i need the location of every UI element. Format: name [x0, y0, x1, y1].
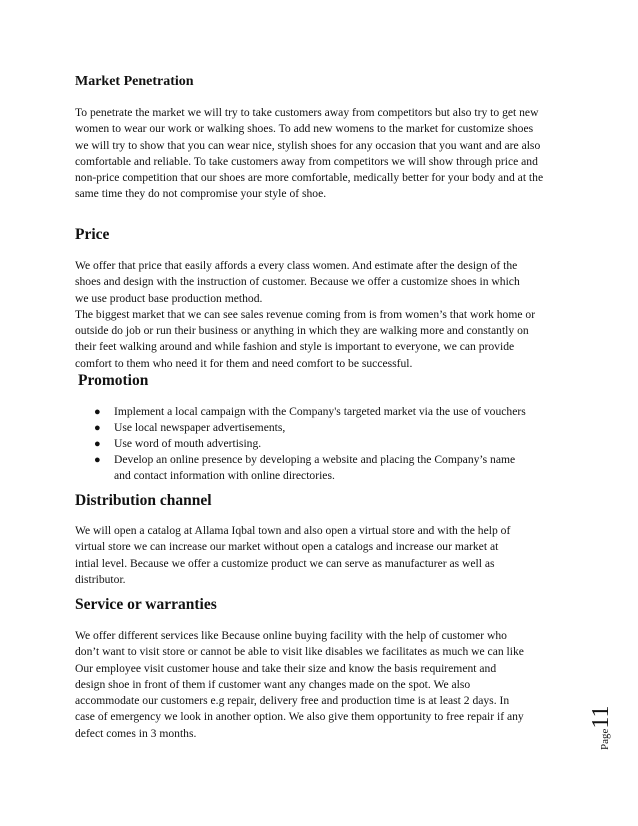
paragraph-service	[75, 628, 567, 742]
text-line: their feet walking around and while fashion and style is important to everyone, we can provide	[75, 340, 515, 354]
bullet-icon: ●	[94, 422, 101, 434]
paragraph-distribution	[75, 523, 567, 588]
text-line: non-price competition that our shoes are more comfortable, medically better for your body and at the	[75, 171, 544, 185]
heading-promotion: Promotion	[78, 372, 149, 389]
text-line: design shoe in front of them if customer want any changes made on the spot. We also	[75, 677, 471, 691]
text-line: case of emergency we look in another option. We also give them opportunity to free repair if any	[75, 710, 524, 724]
text-line: We offer that price that easily affords a every class women. And estimate after the design of the	[75, 259, 518, 272]
text-line: We offer different services like Because online buying facility with the help of customer who	[75, 629, 507, 642]
text-line: shoes and design with the instruction of customer. Because we offer a customize shoes in which	[75, 275, 520, 289]
list-item: ● Develop an online presence by developing a website and placing the Company’s name and contact information with online directories.	[94, 453, 516, 482]
paragraph-price	[75, 258, 567, 372]
page-number	[588, 690, 628, 760]
text-line: women to wear our work or walking shoes. To add new womens to the market for customize shoes	[75, 122, 534, 136]
text-line: virtual store we can increase our market without open a catalogs and increase our market at	[75, 540, 499, 554]
page-label: Page	[599, 728, 611, 750]
heading-price: Price	[75, 226, 110, 243]
page-number-value: 11	[588, 705, 614, 729]
bullet-icon: ●	[94, 406, 101, 418]
text-line: intial level. Because we offer a customize product we can serve as manufacturer as well as	[75, 556, 495, 570]
heading-distribution-channel: Distribution channel	[75, 492, 212, 509]
text-line: outside do job or run their business or anything in which they are walking more and constantly on	[75, 324, 529, 338]
text-line: To penetrate the market we will try to take customers away from competitors but also try to get new	[75, 106, 539, 119]
text-line: defect comes in 3 months.	[75, 726, 197, 740]
text-line: we use product base production method.	[75, 291, 263, 305]
text-line: comfort to them who need it for them and need comfort to be successful.	[75, 356, 413, 370]
heading-market-penetration: Market Penetration	[75, 74, 194, 89]
text-line: comfortable and reliable. To take customers away from competitors we will show through price and	[75, 154, 538, 168]
list-item: ● Use local newspaper advertisements,	[94, 421, 286, 434]
text-line: distributor.	[75, 572, 126, 586]
list-item: ● Use word of mouth advertising.	[94, 437, 262, 450]
paragraph-market-penetration	[75, 105, 567, 203]
text-line: Our employee visit customer house and take their size and know the basis requirement and	[75, 661, 497, 675]
list-item: ● Implement a local campaign with the Company's targeted market via the use of vouchers	[94, 405, 526, 418]
text-line: we will try to show that you can wear nice, stylish shoes for any occasion that you want and are also	[75, 138, 541, 152]
bullet-icon: ●	[94, 438, 101, 450]
text-line: same time they do not compromise your style of shoe.	[75, 187, 327, 201]
text-line: The biggest market that we can see sales revenue coming from is from women’s that work home or	[75, 307, 536, 321]
bullet-icon: ●	[94, 454, 101, 466]
text-line: don’t want to visit store or cannot be able to visit like disables we facilitates as much we can like	[75, 645, 524, 659]
text-line: We will open a catalog at Allama Iqbal town and also open a virtual store and with the help of	[75, 524, 511, 537]
heading-service-warranties: Service or warranties	[75, 596, 217, 613]
text-line: accommodate our customers e.g repair, delivery free and production time is at least 2 days. In	[75, 694, 510, 708]
promotion-list	[75, 404, 567, 484]
